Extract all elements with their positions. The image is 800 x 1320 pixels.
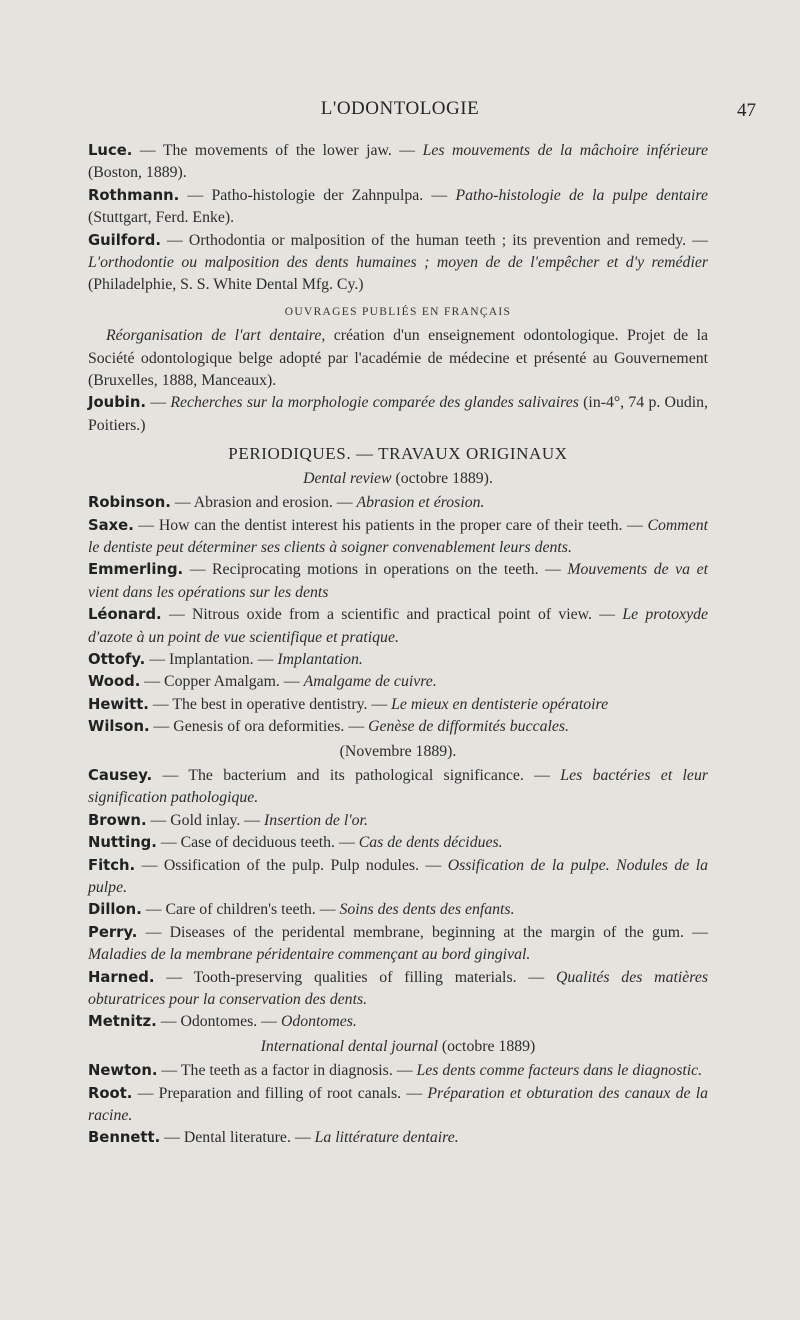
entry-french-title: Patho-histologie de la pulpe dentaire — [455, 186, 709, 204]
entry-french-title: Qualités des matières obturatrices pour la conservation des dents. — [88, 968, 708, 1009]
entry-text: — Implantation. — — [145, 650, 278, 668]
author-name: Emmerling. — [88, 561, 184, 579]
entry-text: — The bacterium and its pathological significance. — — [152, 766, 561, 784]
entry-text: — Orthodontia or malposition of the human teeth ; its prevention and remedy. — — [160, 231, 708, 249]
entry-french-title: Comment le dentiste peut déterminer ses clients à soigner convenablement leurs dents. — [88, 516, 708, 556]
entry-french-title: Les bactéries et leur signification pathologique. — [88, 766, 708, 807]
author-name: Dillon. — [88, 901, 142, 919]
entry-french-title: Les dents comme facteurs dans le diagnostic. — [416, 1062, 703, 1080]
author-name: Harned. — [88, 968, 155, 986]
entry-text: — Dental literature. — — [160, 1129, 315, 1147]
author-name: Root. — [88, 1084, 133, 1102]
author-name: Saxe. — [88, 516, 134, 534]
entry-french-title: Recherches sur la morphologie comparée des glandes salivaires — [170, 394, 579, 412]
journal-title: International dental journal — [260, 1037, 438, 1055]
entry-text: — Nitrous oxide from a scientific and practical point of view. — — [161, 606, 623, 624]
entry-text: — — [146, 394, 171, 412]
entry-text: — Odontomes. — — [156, 1013, 281, 1031]
author-name: Nutting. — [88, 834, 157, 852]
bibliography-entry — [88, 765, 708, 810]
journal-date: (octobre 1889) — [437, 1037, 536, 1055]
author-name: Causey. — [88, 766, 153, 784]
entry-text: — Abrasion and erosion. — — [170, 494, 357, 512]
page-body — [88, 140, 708, 1150]
entry-text: création d'un enseignement odontologique. Projet de la Société odontologique belge adopté par l'académie de médecine et présenté au Gouvernement (Bruxelles, 1888, Manceaux). — [88, 327, 708, 390]
entry-text: — Gold inlay. — — [146, 811, 265, 829]
entries-group-international-journal — [88, 1060, 708, 1150]
bibliography-entry — [88, 392, 708, 437]
running-header — [0, 98, 800, 128]
entry-french-title: Amalgame de cuivre. — [303, 673, 437, 691]
entry-french-title: Cas de dents décidues. — [358, 834, 503, 852]
journal-heading — [88, 1036, 708, 1058]
entry-french-title: Insertion de l'or. — [264, 811, 368, 829]
bibliography-entry — [88, 1060, 708, 1082]
section-heading-french-works: OUVRAGES PUBLIÉS EN FRANÇAIS — [284, 305, 512, 318]
author-name: Léonard. — [88, 606, 162, 624]
entry-tail: (Stuttgart, Ferd. Enke). — [88, 209, 235, 227]
page-number: 47 — [737, 100, 756, 121]
bibliography-entry — [88, 832, 708, 854]
entry-tail: (Philadelphie, S. S. White Dental Mfg. Cy.) — [88, 276, 364, 294]
entry-french-title: Implantation. — [277, 650, 363, 668]
entry-french-title: Genèse de difformités buccales. — [368, 718, 569, 736]
month-heading: (Novembre 1889). — [339, 742, 457, 760]
entry-french-title: Préparation et obturation des canaux de la racine. — [88, 1084, 708, 1125]
entry-text: — Preparation and filling of root canals. — — [132, 1084, 428, 1102]
entry-text: — Tooth-preserving qualities of filling materials. — — [154, 968, 556, 986]
entry-text: — Care of children's teeth. — — [141, 901, 340, 919]
author-name: Guilford. — [88, 231, 161, 249]
bibliography-entry — [88, 1127, 708, 1149]
entries-group-november — [88, 765, 708, 1034]
entry-text: — The movements of the lower jaw. — — [132, 142, 423, 159]
entry-french-title: Mouvements de va et vient dans les opérations sur les dents — [88, 561, 708, 601]
entry-text: — Copper Amalgam. — — [140, 673, 304, 691]
entry-text: — The teeth as a factor in diagnosis. — — [157, 1062, 417, 1080]
author-name: Wood. — [88, 673, 141, 691]
bibliography-entry — [88, 649, 708, 671]
author-name: Brown. — [88, 811, 147, 829]
bibliography-entry — [88, 140, 708, 185]
entry-text: — Ossification of the pulp. Pulp nodules. — — [135, 856, 448, 874]
author-name: Newton. — [88, 1062, 158, 1080]
entry-french-title: Maladies de la membrane péridentaire commençant au bord gingival. — [88, 946, 531, 964]
bibliography-entry — [88, 855, 708, 900]
bibliography-entry — [88, 185, 708, 230]
entry-french-title: Ossification de la pulpe. Nodules de la pulpe. — [88, 856, 708, 896]
author-name: Wilson. — [88, 718, 150, 736]
entry-french-title: Abrasion et érosion. — [356, 494, 485, 512]
entry-french-title: Soins des dents des enfants. — [339, 901, 515, 919]
page-title: L'ODONTOLOGIE — [320, 98, 480, 119]
author-name: Hewitt. — [88, 695, 149, 713]
journal-heading — [88, 468, 708, 490]
bibliography-entry — [88, 899, 708, 921]
author-name: Luce. — [88, 142, 133, 159]
author-name: Robinson. — [88, 494, 171, 512]
entry-tail: (in-4°, 74 p. Oudin, Poitiers.) — [88, 394, 708, 434]
entry-french-title: Le mieux en dentisterie opératoire — [391, 695, 609, 713]
author-name: Metnitz. — [88, 1013, 157, 1031]
entry-text: — How can the dentist interest his patients in the proper care of their teeth. — — [133, 516, 648, 534]
entry-french-title: Le protoxyde d'azote à un point de vue scientifique et pratique. — [88, 606, 708, 646]
entry-text: — Patho-histologie der Zahnpulpa. — — [179, 186, 456, 204]
bibliography-entry — [88, 716, 708, 738]
bibliography-entry — [88, 1011, 708, 1033]
bibliography-entry — [88, 1083, 708, 1128]
entry-french-title: Les mouvements de la mâchoire inférieure — [422, 142, 708, 159]
entry-french-title: L'orthodontie ou malposition des dents humaines ; moyen de de l'empêcher et d'y remédier — [88, 254, 708, 272]
journal-date: (octobre 1889). — [391, 469, 493, 487]
entry-french-title: La littérature dentaire. — [314, 1129, 459, 1147]
entry-text: — The best in operative dentistry. — — [148, 695, 392, 713]
journal-title: Dental review — [303, 469, 392, 487]
entry-tail: (Boston, 1889). — [88, 164, 187, 182]
entry-text: — Genesis of ora deformities. — — [149, 718, 369, 736]
bibliography-entry — [88, 810, 708, 832]
bibliography-entry — [88, 325, 708, 392]
section-heading-periodiques: PERIODIQUES. — TRAVAUX ORIGINAUX — [228, 444, 568, 464]
author-name: Bennett. — [88, 1129, 161, 1147]
bibliography-entry — [88, 230, 708, 297]
entry-text: — Reciprocating motions in operations on the teeth. — — [183, 561, 568, 579]
author-name: Joubin. — [88, 394, 147, 412]
bibliography-entry — [88, 604, 708, 649]
author-name: Perry. — [88, 923, 138, 941]
bibliography-entry — [88, 922, 708, 967]
bibliography-entry — [88, 967, 708, 1012]
bibliography-entry — [88, 671, 708, 693]
entry-text: — Case of deciduous teeth. — — [156, 834, 359, 852]
bibliography-entry — [88, 515, 708, 560]
author-name: Fitch. — [88, 856, 136, 874]
entry-french-title: Odontomes. — [280, 1013, 357, 1031]
bibliography-entry — [88, 694, 708, 716]
bibliography-entry — [88, 492, 708, 514]
entry-text: — Diseases of the peridental membrane, beginning at the margin of the gum. — — [137, 923, 708, 941]
author-name: Ottofy. — [88, 650, 146, 668]
bibliography-entry — [88, 559, 708, 604]
author-name: Rothmann. — [88, 186, 180, 204]
entries-group-dental-review — [88, 492, 708, 738]
entry-french-title: Réorganisation de l'art dentaire, — [106, 327, 326, 345]
